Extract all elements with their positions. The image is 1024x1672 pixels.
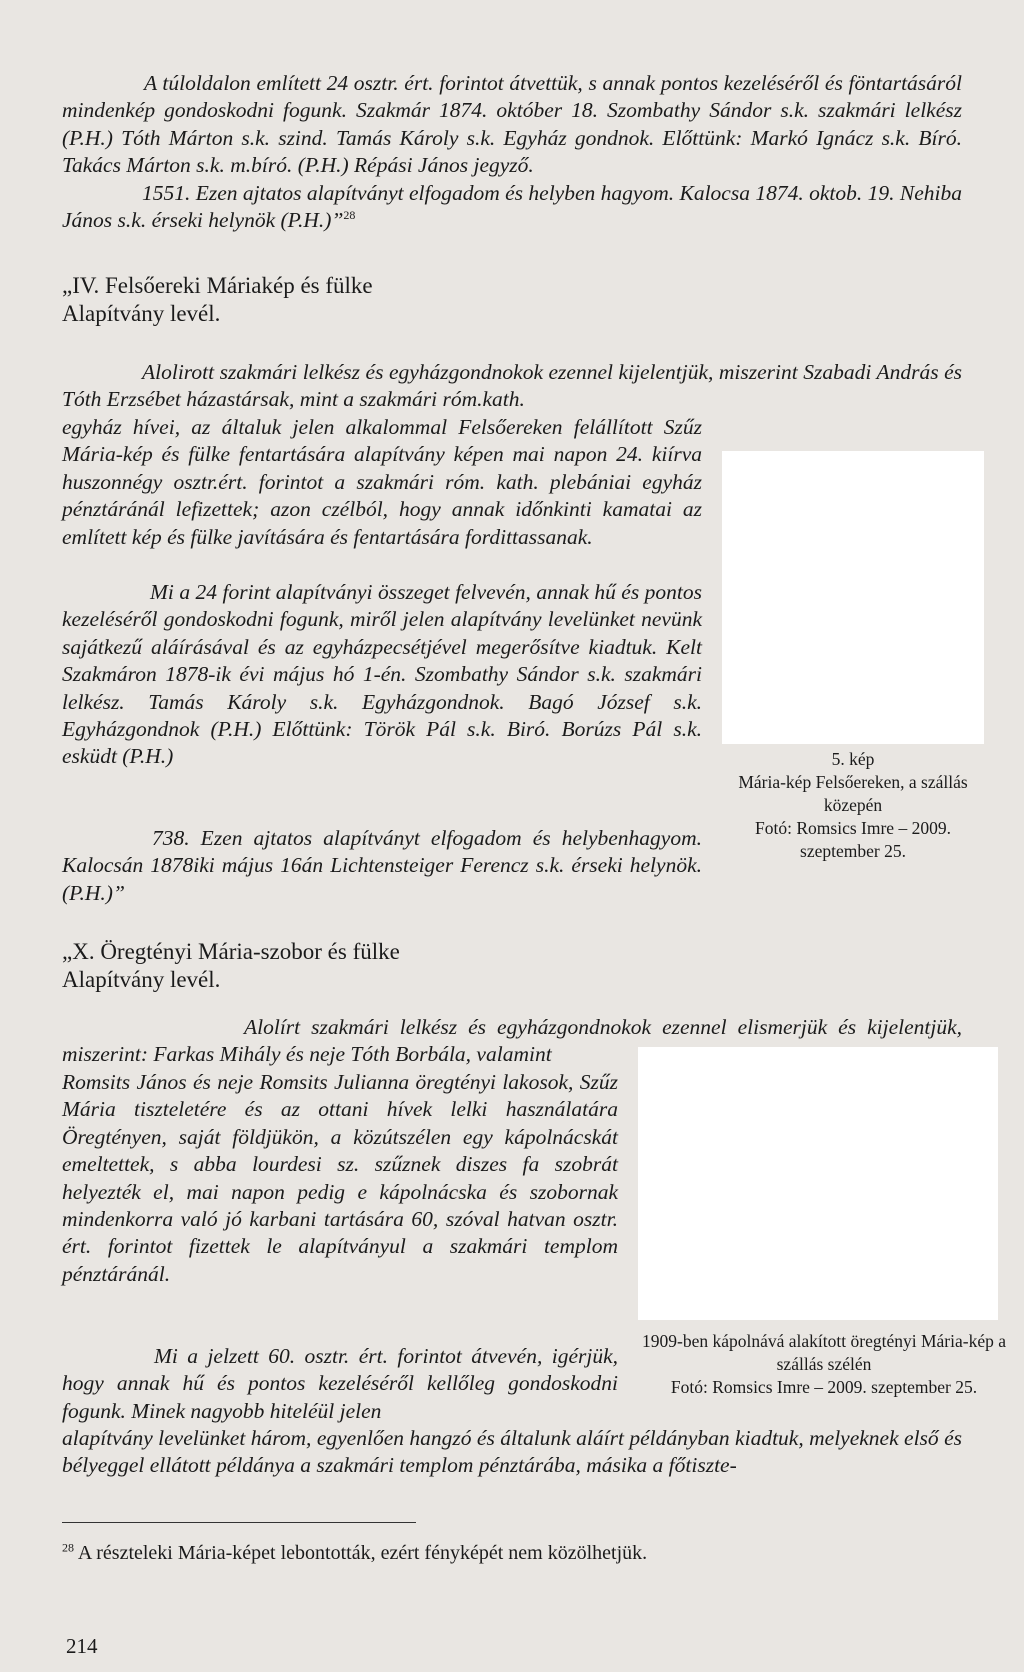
photo-caption-1: 5. kép Mária-kép Felsőereken, a szállás közepén Fotó: Romsics Imre – 2009. szeptember 25. <box>738 749 968 861</box>
heading-line: Alapítvány levél. <box>62 967 221 992</box>
paragraph-declaration-iv: Alolirott szakmári lelkész és egyházgondnokok ezennel kijelentjük, miszerint Szabadi András és Tóth Erzsébet házastársak, mint a szakmári róm.kath. <box>62 360 962 412</box>
paragraph-acceptance-x: Mi a jelzett 60. osztr. ért. forintot átvevén, igérjük, hogy annak hű és pontos kezeléséről kellőleg gondoskodni fogunk. Minek nagyobb hiteléül jelen <box>62 1344 618 1423</box>
section-heading-iv <box>62 272 373 328</box>
paragraph-receipt: A túloldalon említett 24 osztr. ért. forintot átvettük, s annak pontos kezeléséről és föntartásáról mindenkép gondoskodni fogunk. Szakmár 1874. október 18. Szombathy Sándor s.k. szakmári lelkész (P.H.) Tóth Márton s.k. szind. Tamás Károly s.k. Egyház gondnok. Előttünk: Markó Ignácz s.k. Bíró. Takács Márton s.k. m.bíró. (P.H.) Répási János jegyző. <box>62 71 962 178</box>
heading-line: „IV. Felsőereki Máriakép és fülke <box>62 273 373 298</box>
section-heading-x <box>62 938 400 994</box>
footnote-separator <box>62 1522 416 1523</box>
paragraph-approval <box>62 180 962 235</box>
footnote-text: A részteleki Mária-képet lebontották, ezért fényképét nem közölhetjük. <box>77 1542 648 1564</box>
photo-caption-2: 1909-ben kápolnává alakított öregtényi Mária-kép a szállás szélén Fotó: Romsics Imre – 2009. szeptember 25. <box>642 1331 1006 1397</box>
paragraph-acceptance-iv: Mi a 24 forint alapítványi összeget felvevén, annak hű és pontos kezeléséről gondoskodni fogunk, miről jelen alapítvány levelünket nevünk sajátkezű aláírásával és az egyházpecsétjével megerősítve kiadtuk. Kelt Szakmáron 1878-ik évi május hó 1-én. Szombathy Sándor s.k. szakmári lelkész. Tamás Károly s.k. Egyházgondnok. Bagó József s.k. Egyházgondnok (P.H.) Előttünk: Török Pál s.k. Biró. Borúzs Pál s.k. esküdt (P.H.) <box>62 580 702 769</box>
footnote-reference: 28 <box>343 208 356 223</box>
paragraph-ordinance-iv: 738. Ezen ajtatos alapítványt elfogadom és helybenhagyom. Kalocsán 1878iki május 16án Lichtensteiger Ferencz s.k. érseki helynök. (P.H.)” <box>62 826 702 905</box>
paragraph-issuance-x: alapítvány levelünket három, egyenlően hangzó és általunk aláírt példányban kiadtuk, melyeknek első és bélyeggel ellátott példánya a szakmári templom pénztárába, másika a főtiszte- <box>62 1426 962 1478</box>
footnote-28 <box>62 1540 962 1566</box>
page-number: 214 <box>66 1634 98 1658</box>
photo-oregtenyi-kapolna <box>638 1047 998 1320</box>
paragraph-donation-x: Romsits János és neje Romsits Julianna öregtényi lakosok, Szűz Mária tiszteletére és az ottani hívek lelki használatára Öregtényen, saját földjükön, a közútszélen egy kápolnácskát emeltettek, s abba lourdesi sz. szűznek diszes fa szobrát helyezték el, mai napon pedig e kápolnácska és szobornak mindenkorra való jó karbani tartására 60, szóval hatvan osztr. ért. forintot fizettek le alapítványul a szakmári templom pénztáránál. <box>62 1070 618 1286</box>
footnote-number: 28 <box>62 1540 74 1555</box>
photo-felsoereki-mariakep <box>722 451 984 744</box>
paragraph-declaration-x: Alolírt szakmári lelkész és egyházgondnokok ezennel elismerjük és kijelentjük, miszerint: Farkas Mihály és neje Tóth Borbála, valamint <box>62 1015 962 1067</box>
heading-line: Alapítvány levél. <box>62 301 221 326</box>
heading-line: „X. Öregtényi Mária-szobor és fülke <box>62 939 400 964</box>
approval-text: 1551. Ezen ajtatos alapítványt elfogadom és helyben hagyom. Kalocsa 1874. oktob. 19. Nehiba János s.k. érseki helynök (P.H.)” <box>62 181 962 233</box>
paragraph-donation-iv: egyház hívei, az általuk jelen alkalommal Felsőereken felállított Szűz Mária-kép és fülke fentartására alapítvány képen mai napon 24. kiírva huszonnégy osztr.ért. forintot a szakmári róm. kath. plebániai egyház pénztáránál lefizettek; azon czélból, hogy annak időnkinti kamatai az említett kép és fülke javítására és fentartására fordittassanak. <box>62 415 702 549</box>
